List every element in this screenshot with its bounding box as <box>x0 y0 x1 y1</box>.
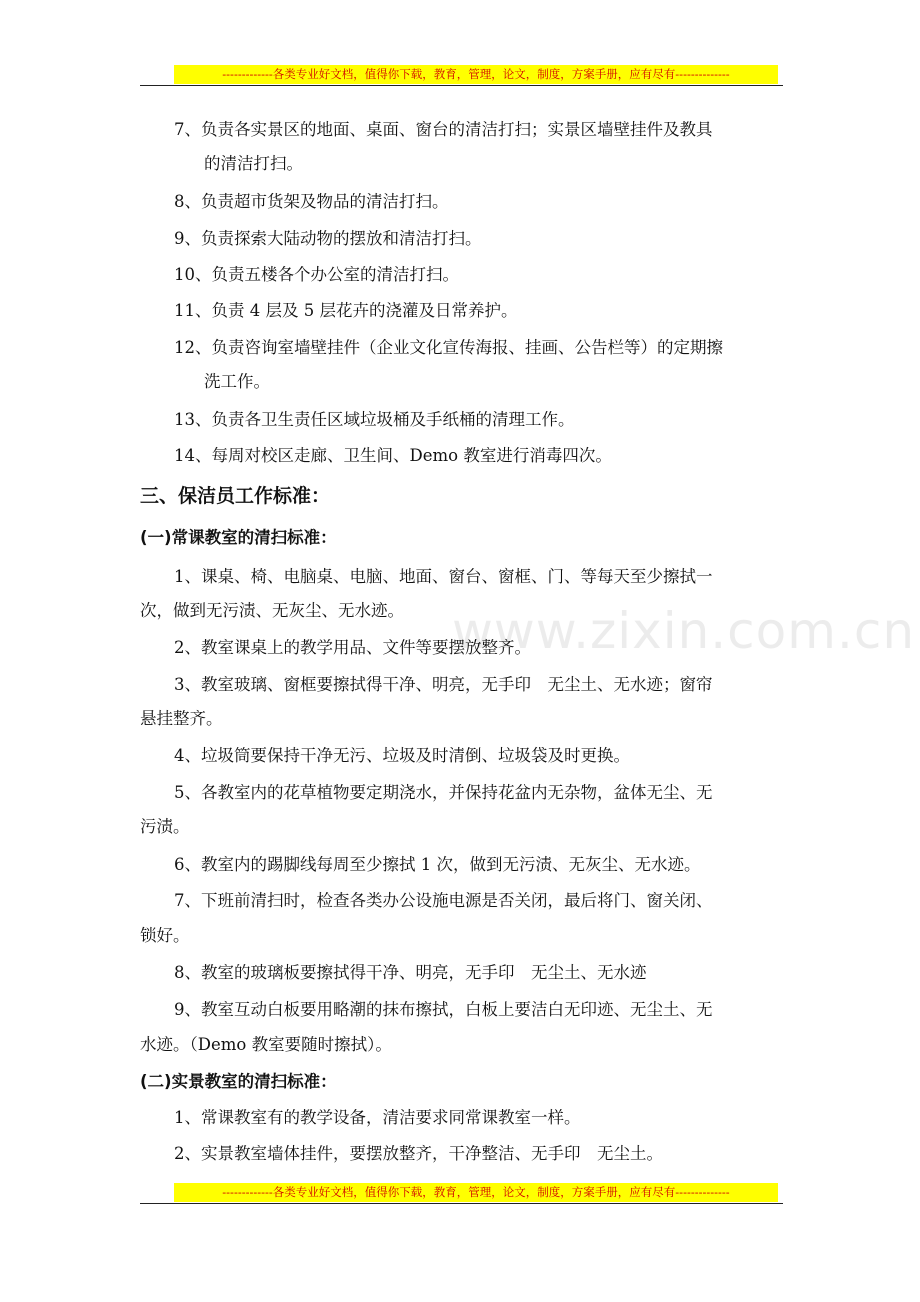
paragraph-9-line2: 水迹。（Demo 教室要随时擦拭）。 <box>140 1035 392 1054</box>
watermark: www.zixin.com.cn <box>452 602 916 660</box>
list-item-13: 13、负责各卫生责任区域垃圾桶及手纸桶的清理工作。 <box>174 410 575 429</box>
paragraph-7-line2: 锁好。 <box>140 926 190 945</box>
list-item-11: 11、负责 4 层及 5 层花卉的浇灌及日常养护。 <box>174 301 518 320</box>
header-rule <box>140 85 783 86</box>
paragraph-2-2: 2、实景教室墙体挂件，要摆放整齐，干净整洁、无手印 无尘土。 <box>174 1144 663 1163</box>
list-item-8: 8、负责超市货架及物品的清洁打扫。 <box>174 192 449 211</box>
list-item-14: 14、每周对校区走廊、卫生间、Demo 教室进行消毒四次。 <box>174 446 612 465</box>
paragraph-9-line1: 9、教室互动白板要用略潮的抹布擦拭，白板上要洁白无印迹、无尘土、无 <box>174 1000 713 1019</box>
paragraph-5-line1: 5、各教室内的花草植物要定期浇水，并保持花盆内无杂物，盆体无尘、无 <box>174 783 713 802</box>
header-banner: -------------各类专业好文档，值得你下载，教育，管理，论文，制度，方案手册，应有尽有-------------- <box>174 65 778 84</box>
footer-rule <box>140 1203 783 1204</box>
list-item-9: 9、负责探索大陆动物的摆放和清洁打扫。 <box>174 229 482 248</box>
list-item-10: 10、负责五楼各个办公室的清洁打扫。 <box>174 265 459 284</box>
list-item-7-line1: 7、负责各实景区的地面、桌面、窗台的清洁打扫；实景区墙壁挂件及教具 <box>174 120 713 139</box>
paragraph-2: 2、教室课桌上的教学用品、文件等要摆放整齐。 <box>174 638 531 657</box>
section-heading: 三、保洁员工作标准： <box>140 485 331 507</box>
paragraph-3-line1: 3、教室玻璃、窗框要擦拭得干净、明亮，无手印 无尘土、无水迹；窗帘 <box>174 675 713 694</box>
paragraph-4: 4、垃圾筒要保持干净无污、垃圾及时清倒、垃圾袋及时更换。 <box>174 746 630 765</box>
paragraph-7-line1: 7、下班前清扫时，检查各类办公设施电源是否关闭，最后将门、窗关闭、 <box>174 891 713 910</box>
list-item-7-line2: 的清洁打扫。 <box>204 154 303 173</box>
paragraph-5-line2: 污渍。 <box>140 817 190 836</box>
paragraph-3-line2: 悬挂整齐。 <box>140 709 223 728</box>
paragraph-1-line1: 1、课桌、椅、电脑桌、电脑、地面、窗台、窗框、门、等每天至少擦拭一 <box>174 567 713 586</box>
footer-banner: -------------各类专业好文档，值得你下载，教育，管理，论文，制度，方案手册，应有尽有-------------- <box>174 1183 778 1202</box>
list-item-12-line2: 洗工作。 <box>204 372 270 391</box>
subsection-heading-1: (一)常课教室的清扫标准： <box>140 528 337 547</box>
paragraph-1-line2: 次，做到无污渍、无灰尘、无水迹。 <box>140 601 404 620</box>
list-item-12-line1: 12、负责咨询室墙壁挂件（企业文化宣传海报、挂画、公告栏等）的定期擦 <box>174 338 723 357</box>
paragraph-2-1: 1、常课教室有的教学设备，清洁要求同常课教室一样。 <box>174 1108 581 1127</box>
subsection-heading-2: (二)实景教室的清扫标准： <box>140 1072 337 1091</box>
paragraph-6: 6、教室内的踢脚线每周至少擦拭 1 次，做到无污渍、无灰尘、无水迹。 <box>174 855 701 874</box>
paragraph-8: 8、教室的玻璃板要擦拭得干净、明亮，无手印 无尘土、无水迹 <box>174 963 647 982</box>
